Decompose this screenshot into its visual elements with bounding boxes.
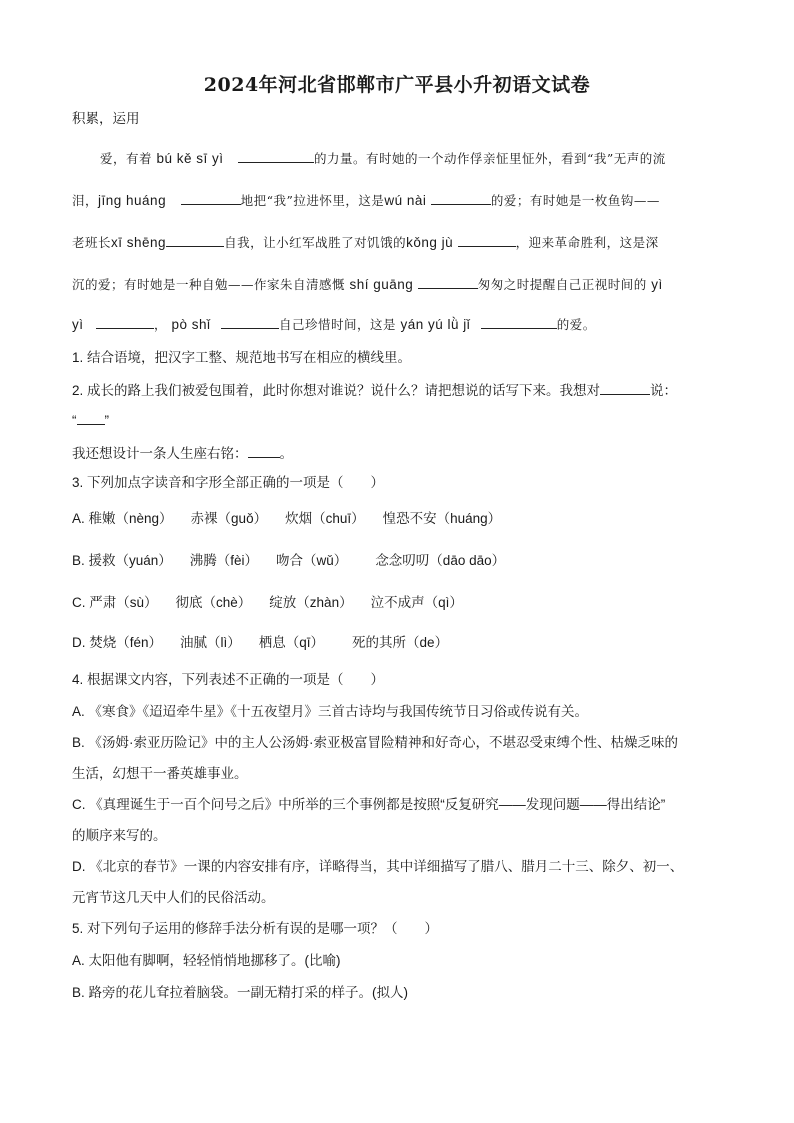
motto-line — [72, 443, 293, 463]
pinyin-prompt: wú nài — [384, 193, 427, 208]
question-1: 1. 结合语境，把汉字工整、规范地书写在相应的横线里。 — [72, 350, 412, 365]
option-item: D. 焚烧（fén） — [72, 635, 163, 650]
q3-option-a[interactable] — [72, 510, 519, 528]
passage-text: 老班长 — [72, 235, 112, 250]
option-item: 吻合（wǔ） — [276, 553, 348, 568]
option-item: 栖息（qī） — [258, 635, 325, 650]
option-item: C. 严肃（sù） — [72, 595, 158, 610]
question-5-stem: 5. 对下列句子运用的修辞手法分析有误的是哪一项？（ ） — [72, 921, 439, 936]
quote-answer — [72, 410, 109, 430]
answer-blank[interactable] — [77, 410, 105, 425]
answer-blank[interactable] — [221, 314, 279, 329]
q4-option-c-cont: 的顺序来写的。 — [72, 828, 167, 843]
passage-text: 匆匆之时提醒自己正视时间的 — [477, 277, 647, 292]
question-4-stem: 4. 根据课文内容，下列表述不正确的一项是（ ） — [72, 672, 385, 687]
q4-option-b-cont: 生活，幻想干一番英雄事业。 — [72, 766, 248, 781]
answer-blank[interactable] — [96, 314, 154, 329]
answer-blank[interactable] — [418, 274, 478, 289]
answer-blank[interactable] — [431, 190, 491, 205]
quote-close: ” — [104, 413, 109, 428]
passage-line-4 — [72, 274, 663, 294]
question-text: 2. 成长的路上我们被爱包围着，此时你想对谁说？说什么？请把想说的话写下来。我想对 — [72, 383, 601, 398]
passage-line-5 — [72, 314, 596, 334]
pinyin-prompt: yán yú lǜ jǐ — [400, 317, 471, 332]
passage-text: 沉的爱；有时她是一种自勉——作家朱自清感慨 — [72, 277, 346, 292]
question-text: 我还想设计一条人生座右铭： — [72, 446, 248, 461]
q4-option-d[interactable]: D. 《北京的春节》一课的内容安排有序，详略得当，其中详细描写了腊八、腊月二十三、除夕、初一、 — [72, 859, 684, 874]
question-2 — [72, 380, 677, 400]
option-item: 赤裸（guǒ） — [190, 511, 268, 526]
passage-text: 的爱。 — [556, 317, 596, 332]
answer-blank[interactable] — [481, 314, 557, 329]
option-item: 念念叨叨（dāo dāo） — [375, 553, 506, 568]
passage-text: ，迎来革命胜利，这是深 — [515, 235, 659, 250]
option-item: 惶恐不安（huáng） — [382, 511, 502, 526]
option-item: 死的其所（de） — [352, 635, 449, 650]
option-item: A. 稚嫩（nèng） — [72, 511, 173, 526]
answer-blank[interactable] — [181, 190, 241, 205]
quote-open: “ — [72, 413, 77, 428]
q4-option-c[interactable]: C. 《真理诞生于一百个问号之后》中所举的三个事例都是按照“反复研究——发现问题——得出结论” — [72, 797, 666, 812]
page-title: 2024年河北省邯郸市广平县小升初语文试卷 — [203, 74, 591, 96]
section-heading: 积累，运用 — [72, 111, 140, 127]
q3-option-d[interactable] — [72, 634, 466, 652]
q4-option-b[interactable]: B. 《汤姆·索亚历险记》中的主人公汤姆·索亚极富冒险精神和好奇心，不堪忍受束缚个性、枯燥乏味的 — [72, 735, 678, 750]
passage-line-3 — [72, 232, 659, 252]
passage-line-2 — [72, 190, 660, 210]
passage-text: ， — [154, 317, 168, 332]
passage-text: 自己珍惜时间，这是 — [279, 317, 397, 332]
q4-option-a[interactable]: A. 《寒食》《迢迢牵牛星》《十五夜望月》三首古诗均与我国传统节日习俗或传说有关。 — [72, 704, 589, 719]
pinyin-prompt: shí guāng — [349, 277, 414, 292]
passage-text: 的力量。有时她的一个动作俘亲怔里怔外，看到“我”无声的流 — [314, 151, 666, 166]
answer-blank[interactable] — [600, 380, 650, 395]
passage-text: 泪， — [72, 193, 99, 208]
q3-option-c[interactable] — [72, 594, 481, 612]
option-item: B. 援救（yuán） — [72, 553, 172, 568]
pinyin-prompt: kǒng jù — [406, 235, 454, 250]
option-item: 油腻（lì） — [180, 635, 241, 650]
passage-line-1 — [100, 148, 666, 168]
passage-text: 自我，让小红军战胜了对饥饿的 — [224, 235, 407, 250]
option-item: 彻底（chè） — [175, 595, 252, 610]
passage-text: 的爱；有时她是一枚鱼钩—— — [490, 193, 660, 208]
option-item: 泣不成声（qì） — [370, 595, 463, 610]
answer-blank[interactable] — [248, 443, 280, 458]
pinyin-prompt: bú kě sī yì — [156, 151, 224, 166]
q4-option-d-cont: 元宵节这几天中人们的民俗活动。 — [72, 890, 275, 905]
passage-text: 爱，有着 — [100, 151, 153, 166]
option-item: 绽放（zhàn） — [269, 595, 353, 610]
answer-blank[interactable] — [238, 148, 314, 163]
pinyin-prompt: pò shǐ — [171, 317, 211, 332]
pinyin-prompt: jīng huáng — [98, 193, 167, 208]
passage-text: 地把“我”拉进怀里，这是 — [240, 193, 385, 208]
question-text: 说： — [650, 383, 678, 398]
option-item: 炊烟（chuī） — [285, 511, 365, 526]
q5-option-a[interactable]: A. 太阳他有脚啊，轻轻悄悄地挪移了。(比喻) — [72, 953, 341, 968]
answer-blank[interactable] — [166, 232, 224, 247]
pinyin-prompt: yì — [651, 277, 663, 292]
pinyin-prompt: yì — [72, 317, 84, 332]
question-text: 。 — [279, 446, 293, 461]
question-3-stem: 3. 下列加点字读音和字形全部正确的一项是（ ） — [72, 475, 385, 490]
q3-option-b[interactable] — [72, 552, 523, 570]
q5-option-b[interactable]: B. 路旁的花儿耷拉着脑袋。一副无精打采的样子。(拟人) — [72, 985, 408, 1000]
answer-blank[interactable] — [458, 232, 516, 247]
option-item: 沸腾（fèi） — [189, 553, 259, 568]
pinyin-prompt: xī shēng — [111, 235, 167, 250]
